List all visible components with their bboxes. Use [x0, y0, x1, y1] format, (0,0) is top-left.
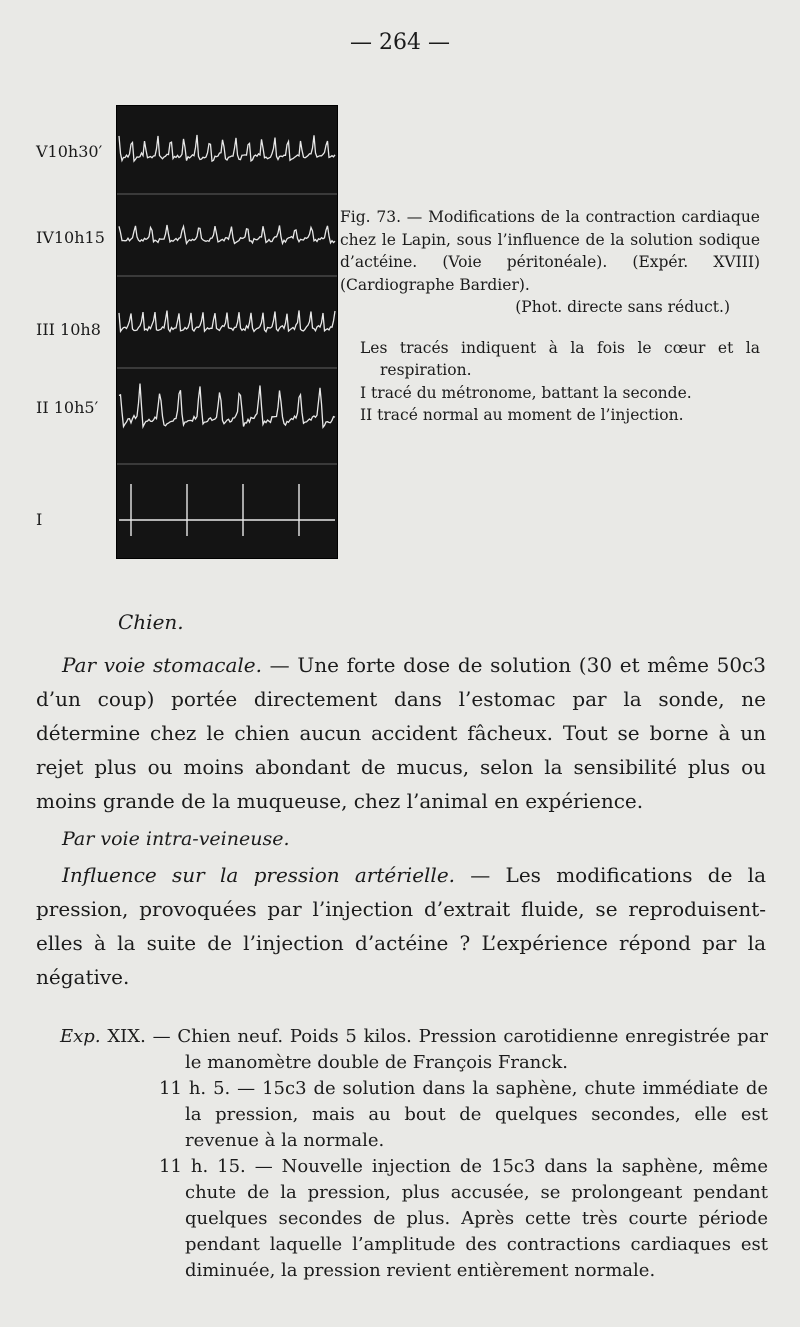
experiment-entry-2: 11 h. 15. — Nouvelle injection de 15c3 dans la saphène, même chute de la pression, plus accusée, se prolongeant pendant quelques secondes de plus. Après cette très courte période pendant laquelle l’amplitude des contractions cardiaques est diminuée, la pression revient entièrement normale. — [159, 1156, 768, 1281]
figure-caption — [340, 206, 760, 427]
trace-label-ii: II 10h5′ — [36, 398, 99, 417]
caption-traces-note: Les tracés indiquent à la fois le cœur et la respiration. — [360, 338, 760, 379]
trace-ii — [119, 384, 335, 428]
trace-iv — [119, 225, 335, 244]
main-text — [36, 648, 766, 994]
trace-label-iv: IV10h15 — [36, 228, 105, 247]
cardiograph-figure — [116, 105, 338, 559]
trace-metronome — [119, 484, 335, 536]
caption-metronome-note: I tracé du métronome, battant la seconde. — [360, 383, 692, 402]
section-heading-chien: Chien. — [118, 610, 184, 634]
trace-label-iii: III 10h8 — [36, 320, 101, 339]
experiment-label: Exp. — [60, 1026, 101, 1047]
trace-label-v: V10h30′ — [36, 142, 103, 161]
subheading-intra-veineuse: Par voie intra-veineuse. — [62, 828, 290, 850]
trace-v — [119, 135, 335, 161]
paragraph-pression-text: — Les modifications de la pression, provoquées par l’injection d’extrait fluide, se reproduisent-elles à la suite de l’injection d’actéine ? L’expérience répond par la négative. — [36, 863, 766, 989]
caption-title: Fig. 73. — Modifications de la contraction cardiaque chez le Lapin, sous l’influence de la solution sodique d’actéine. (Voie péritonéale). (Expér. XVIII) (Cardiographe Bardier). — [340, 208, 760, 294]
page-number: — 264 — — [350, 30, 450, 55]
experiment-header — [60, 1024, 768, 1076]
paragraph-pression-lead: Influence sur la pression artérielle. — [62, 863, 456, 887]
paragraph-stomacale — [36, 648, 766, 818]
paragraph-stomacale-lead: Par voie stomacale. — [62, 653, 262, 677]
paragraph-stomacale-text: — Une forte dose de solution (30 et même 50c3 d’un coup) portée directement dans l’estomac par la sonde, ne détermine chez le chien aucun accident fâcheux. Tout se borne à un rejet plus ou moins abondant de mucus, selon la sensibilité plus ou moins grande de la muqueuse, chez l’animal en expérience. — [36, 653, 766, 813]
trace-label-i: I — [36, 510, 43, 529]
experiment-block — [60, 1024, 768, 1284]
paragraph-pression — [36, 858, 766, 994]
experiment-entry-1: 11 h. 5. — 15c3 de solution dans la saphène, chute immédiate de la pression, mais au bout de quelques secondes, elle est revenue à la normale. — [159, 1078, 768, 1151]
caption-photo-note: (Phot. directe sans réduct.) — [515, 298, 730, 316]
caption-normal-note: II tracé normal au moment de l’injection. — [360, 406, 684, 424]
experiment-description: XIX. — Chien neuf. Poids 5 kilos. Pression carotidienne enregistrée par le manomètre double de François Franck. — [100, 1026, 768, 1073]
cardiograph-traces — [117, 106, 337, 558]
trace-iii — [119, 310, 335, 331]
